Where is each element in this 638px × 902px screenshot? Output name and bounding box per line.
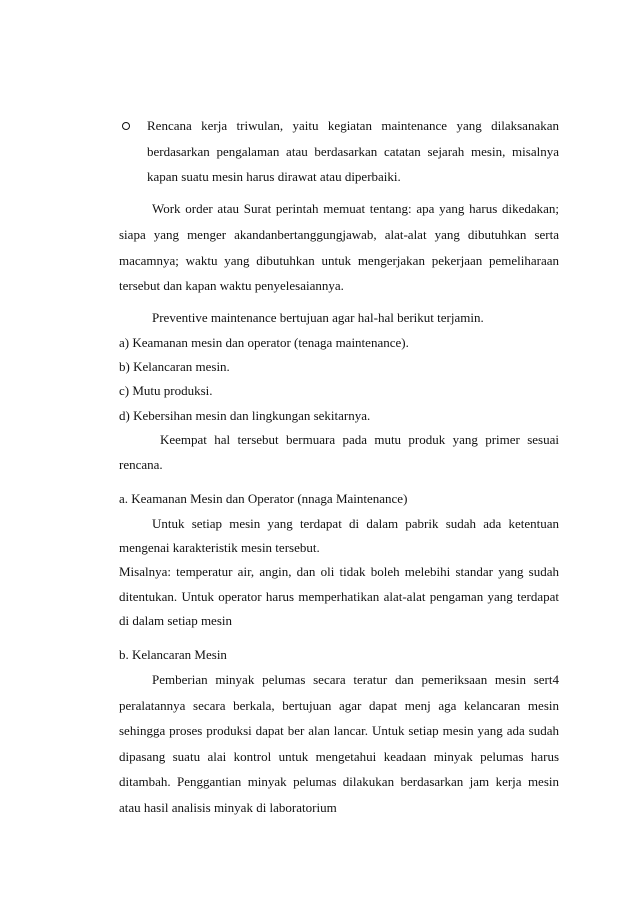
list-item: c) Mutu produksi. — [119, 383, 213, 398]
paragraph-line: Misalnya: temperatur air, angin, dan oli tidak boleh melebihi standar yang sudah — [119, 564, 559, 579]
paragraph-line: rencana. — [119, 457, 163, 472]
paragraph-line: peralatannya secara berkala, bertujuan agar dapat menj aga kelancaran mesin — [119, 698, 559, 713]
list-item: a) Keamanan mesin dan operator (tenaga maintenance). — [119, 335, 409, 350]
paragraph-line: macamnya; waktu yang dibutuhkan untuk mengerjakan pekerjaan pemeliharaan — [119, 253, 559, 268]
bullet-circle-icon — [122, 122, 130, 130]
paragraph-line: dipasang suatu alai kontrol untuk mengetahui keadaan minyak pelumas harus — [119, 749, 559, 764]
paragraph-line: ditambah. Penggantian minyak pelumas dilakukan berdasarkan jam kerja mesin — [119, 774, 559, 789]
section-heading: b. Kelancaran Mesin — [119, 647, 227, 662]
paragraph-line: tersebut dan kapan waktu penyelesaiannya. — [119, 278, 344, 293]
paragraph-line: sehingga proses produksi dapat ber alan lancar. Untuk setiap mesin yang ada sudah — [119, 723, 559, 738]
paragraph-line: Keempat hal tersebut bermuara pada mutu produk yang primer sesuai — [160, 432, 559, 447]
paragraph-line: ditentukan. Untuk operator harus memperhatikan alat-alat pengaman yang terdapat — [119, 589, 559, 604]
bullet-line: Rencana kerja triwulan, yaitu kegiatan maintenance yang dilaksanakan — [147, 118, 559, 133]
paragraph-line: Untuk setiap mesin yang terdapat di dalam pabrik sudah ada ketentuan — [152, 516, 559, 531]
paragraph-line: Preventive maintenance bertujuan agar hal-hal berikut terjamin. — [152, 310, 484, 325]
paragraph-line: atau hasil analisis minyak di laboratorium — [119, 800, 337, 815]
bullet-line: kapan suatu mesin harus dirawat atau diperbaiki. — [147, 169, 401, 184]
paragraph-line: Pemberian minyak pelumas secara teratur dan pemeriksaan mesin sert4 — [152, 672, 559, 687]
paragraph-line: Work order atau Surat perintah memuat tentang: apa yang harus dikedakan; — [152, 201, 559, 216]
bullet-line: berdasarkan pengalaman atau berdasarkan catatan sejarah mesin, misalnya — [147, 144, 559, 159]
paragraph-line: siapa yang menger akandanbertanggungjawab, alat-alat yang dibutuhkan serta — [119, 227, 559, 242]
section-heading: a. Keamanan Mesin dan Operator (nnaga Maintenance) — [119, 491, 408, 506]
paragraph-line: mengenai karakteristik mesin tersebut. — [119, 540, 320, 555]
list-item: b) Kelancaran mesin. — [119, 359, 230, 374]
list-item: d) Kebersihan mesin dan lingkungan sekitarnya. — [119, 408, 371, 423]
paragraph-line: di dalam setiap mesin — [119, 613, 233, 628]
